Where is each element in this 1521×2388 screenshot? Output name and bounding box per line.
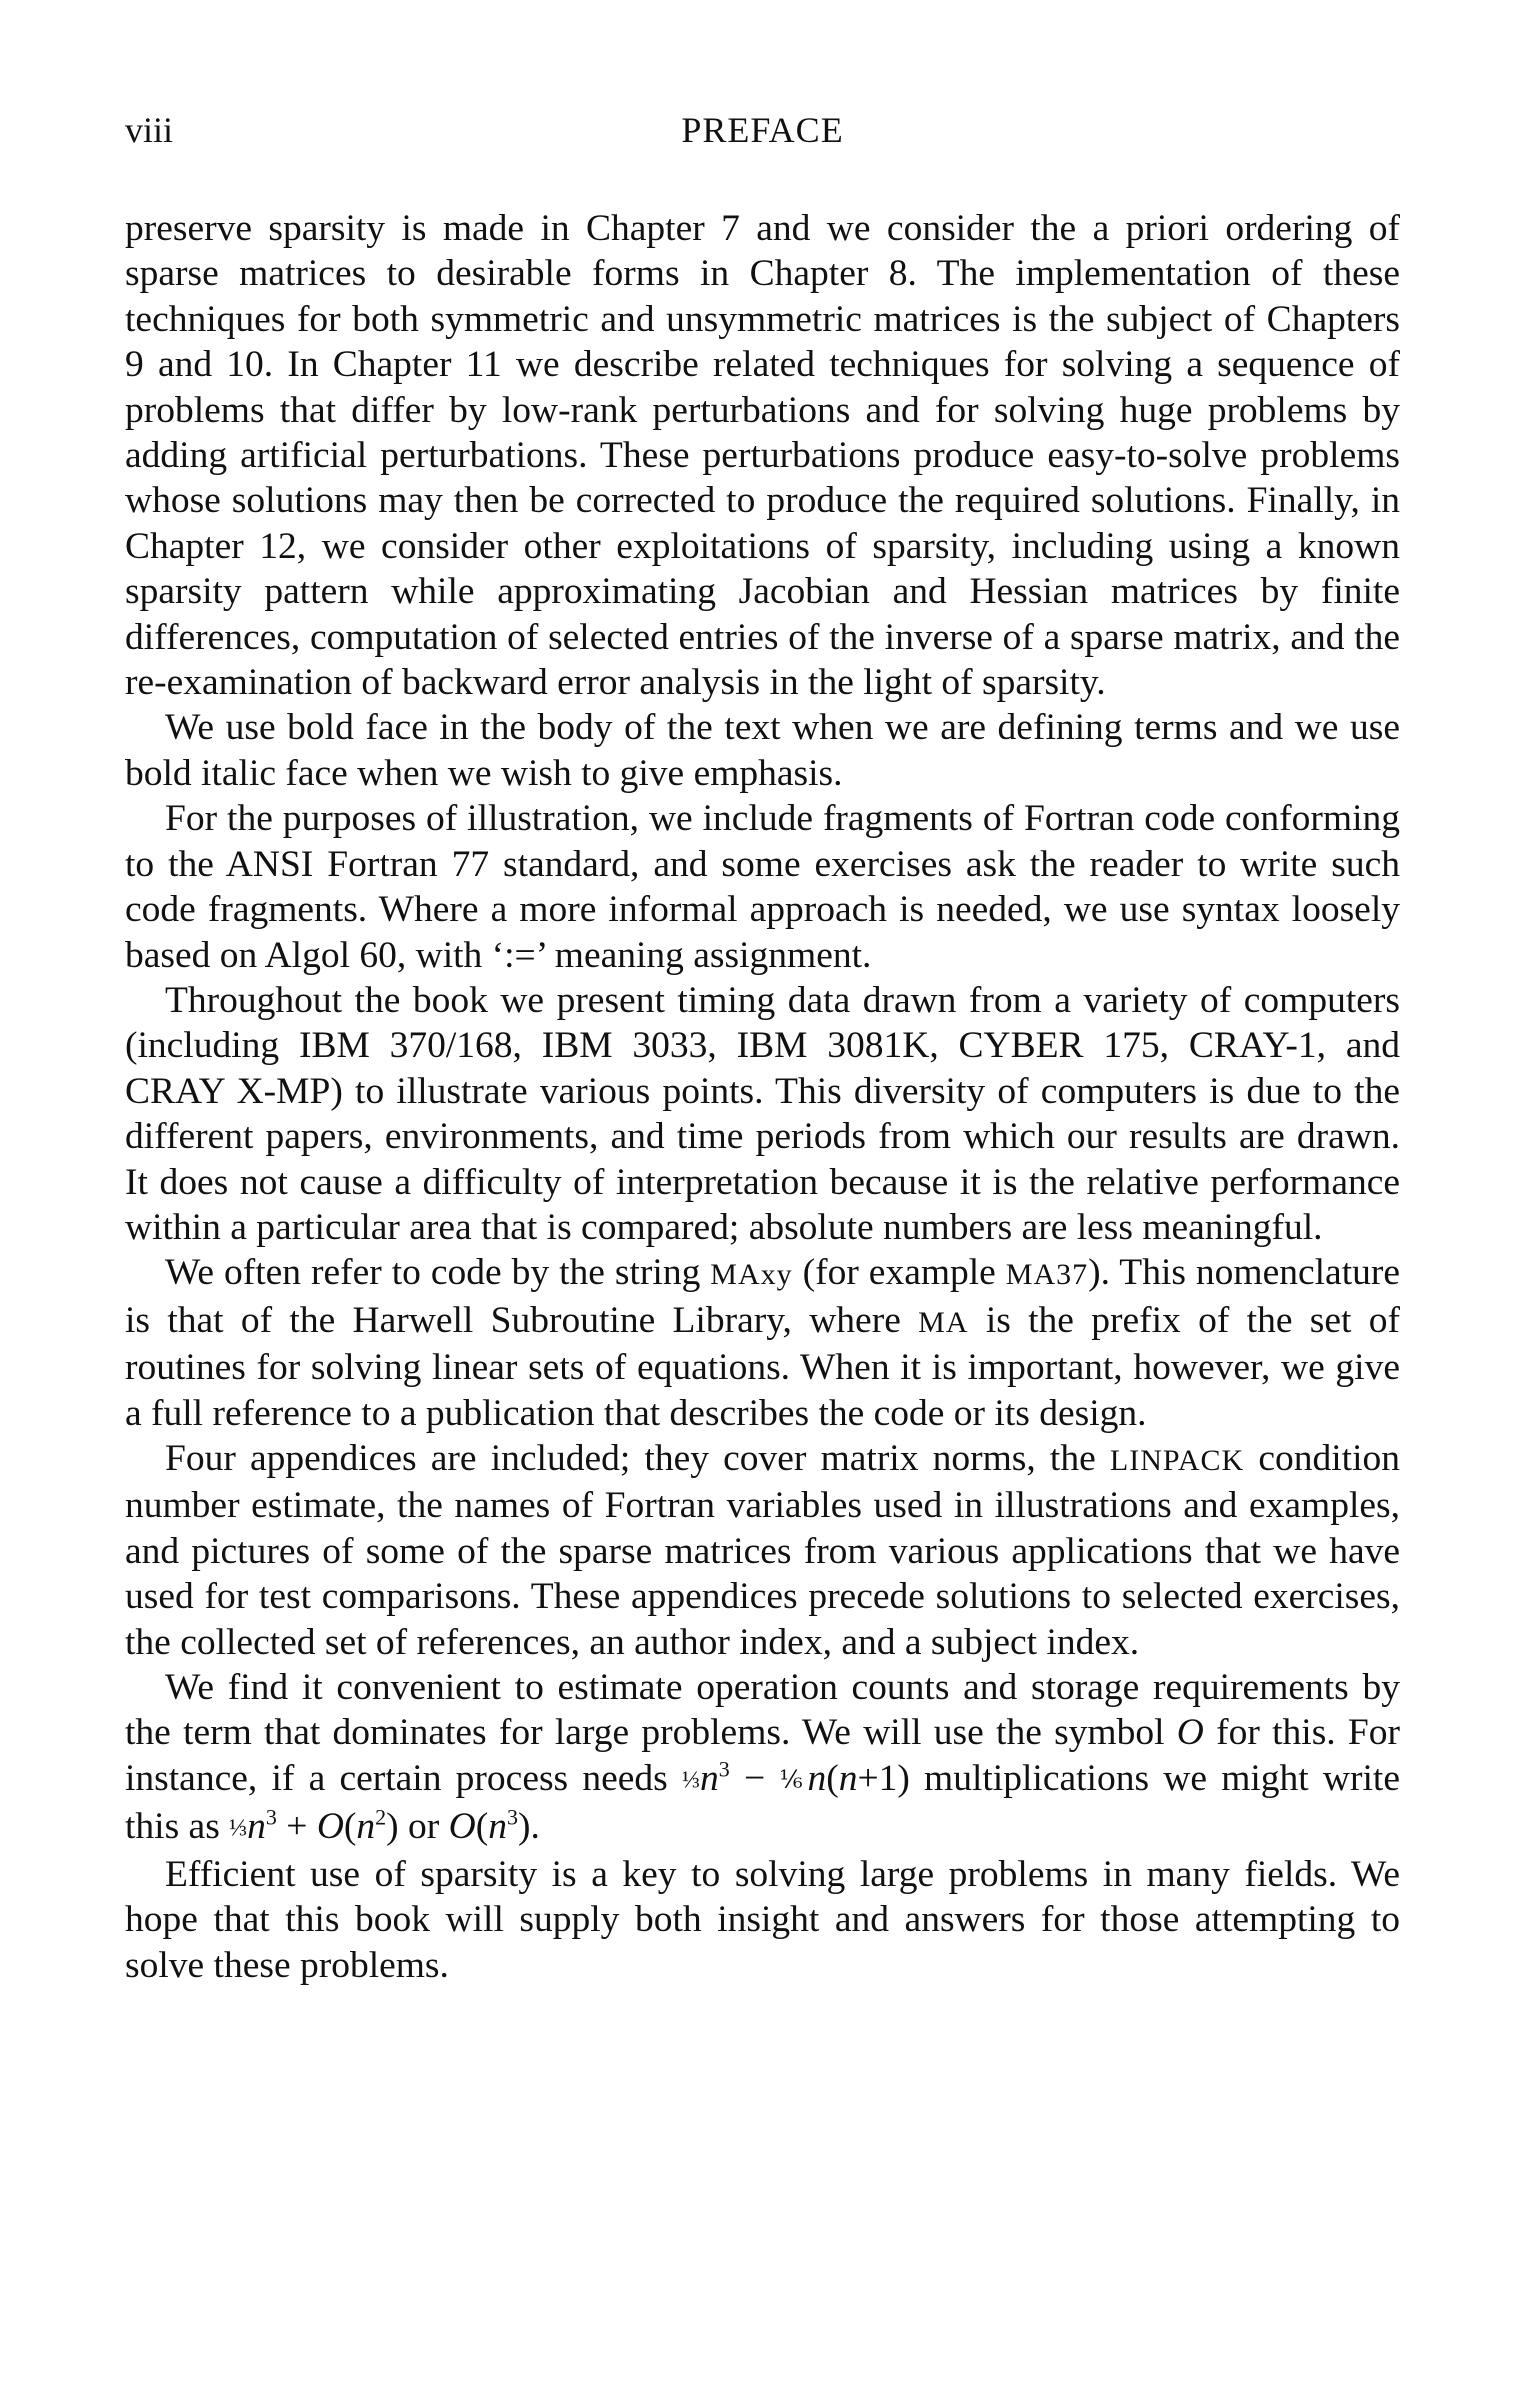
math-variable: n bbox=[247, 1805, 266, 1847]
paragraph-fortran-code: For the purposes of illustration, we include fragments of Fortran code conforming to the ANSI Fortran 77 standard, and some exercises ask the reader to write such code fragments. Where a more informal approach is needed, we use syntax loosely based on Algol 60, with ‘:=’ meaning assignment. bbox=[125, 798, 1400, 976]
math-operator: ( bbox=[475, 1805, 489, 1847]
math-operator: +1) bbox=[857, 1757, 910, 1799]
paragraph-text: Four appendices are included; they cover matrix norms, the bbox=[165, 1437, 1110, 1479]
page-number: viii bbox=[125, 110, 174, 150]
math-operator: ). bbox=[518, 1805, 540, 1847]
paragraph-chapter-overview: preserve sparsity is made in Chapter 7 and we consider the a priori ordering of sparse matrices to desirable forms in Chapter 8. The implementation of these techniques for both symmetric and unsymmetric matrices is the subject of Chapters 9 and 10. In Chapter 11 we describe related techniques for solving a sequence of problems that differ by low-rank perturbations and for solving huge problems by adding artificial perturbations. These perturbations produce easy-to-solve problems whose solutions may then be corrected to produce the required solutions. Finally, in Chapter 12, we consider other exploitations of sparsity, including using a known sparsity pattern while approximating Jacobian and Hessian matrices by finite differences, computation of selected entries of the inverse of a sparse matrix, and the re-examination of backward error analysis in the light of sparsity. bbox=[125, 208, 1400, 704]
math-exponent: 3 bbox=[507, 1804, 518, 1830]
math-fraction: ⅓ bbox=[229, 1815, 248, 1842]
math-symbol: O bbox=[1176, 1712, 1204, 1754]
document-page bbox=[125, 100, 1400, 1988]
math-operator: ( bbox=[343, 1805, 357, 1847]
paragraph-text: condition number estimate, the names of Fortran variables used in illustrations and examples, and pictures of some of the sparse matrices from various applications that we have used for test comparisons. These appendices precede solutions to selected exercises, the collected set of references, an author index, and a subject index. bbox=[125, 1437, 1401, 1663]
math-operator: ( bbox=[826, 1757, 839, 1799]
math-fraction: ⅓ bbox=[681, 1767, 700, 1794]
math-exponent: 3 bbox=[718, 1756, 730, 1782]
math-variable: n bbox=[488, 1805, 507, 1847]
paragraph-text: is the prefix of the set of routines for solving linear sets of equations. When it is important, however, we give a full reference to a publication that describes the code or its design. bbox=[125, 1299, 1401, 1434]
paragraph-text: We often refer to code by the string bbox=[165, 1252, 711, 1294]
paragraph-typography: We use bold face in the body of the text when we are defining terms and we use bold italic face when we wish to give emphasis. bbox=[125, 707, 1400, 794]
paragraph-operation-counts bbox=[125, 1665, 1400, 1852]
math-variable: n bbox=[699, 1757, 719, 1799]
body-text bbox=[125, 206, 1400, 1988]
math-variable: n bbox=[807, 1757, 827, 1799]
paragraph-text: for this. For instance, if a certain process needs bbox=[125, 1712, 1401, 1799]
paragraph-text: ). This nomenclature is that of the Harwell Subroutine Library, where bbox=[125, 1252, 1401, 1341]
math-variable: n bbox=[356, 1805, 376, 1847]
paragraph-text: multiplications we might write this as bbox=[125, 1757, 1400, 1847]
math-symbol: O bbox=[448, 1805, 476, 1847]
paragraph-timing-data: Throughout the book we present timing data drawn from a variety of computers (including IBM 370/168, IBM 3033, IBM 3081K, CYBER 175, CRAY-1, and CRAY X-MP) to illustrate various points. This diversity of computers is due to the different papers, environments, and time periods from which our results are drawn. It does not cause a difficulty of interpretation because it is the relative performance within a particular area that is compared; absolute numbers are less meaningful. bbox=[125, 979, 1400, 1248]
paragraph-text: (for example bbox=[792, 1252, 1006, 1294]
running-head bbox=[125, 100, 1400, 160]
code-name: MA bbox=[918, 1305, 969, 1339]
paragraph-code-naming bbox=[125, 1250, 1400, 1436]
math-operator: + bbox=[276, 1805, 317, 1847]
math-symbol: O bbox=[316, 1805, 344, 1847]
paragraph-appendices bbox=[125, 1436, 1400, 1665]
page-title: PREFACE bbox=[681, 110, 844, 150]
math-operator: − bbox=[729, 1757, 780, 1799]
math-operator: ) or bbox=[386, 1805, 449, 1847]
code-name: MAxy bbox=[710, 1258, 793, 1292]
math-variable: n bbox=[838, 1757, 858, 1799]
math-fraction: ⅙ bbox=[779, 1767, 808, 1794]
math-exponent: 3 bbox=[265, 1804, 277, 1830]
code-name: LINPACK bbox=[1109, 1443, 1245, 1477]
paragraph-text: We find it convenient to estimate operation counts and storage requirements by the term that dominates for large problems. We will use the symbol bbox=[125, 1667, 1400, 1754]
math-exponent: 2 bbox=[375, 1804, 387, 1830]
paragraph-closing: Efficient use of sparsity is a key to solving large problems in many fields. We hope that this book will supply both insight and answers for those attempting to solve these problems. bbox=[125, 1854, 1400, 1986]
code-name: MA37 bbox=[1005, 1258, 1089, 1292]
